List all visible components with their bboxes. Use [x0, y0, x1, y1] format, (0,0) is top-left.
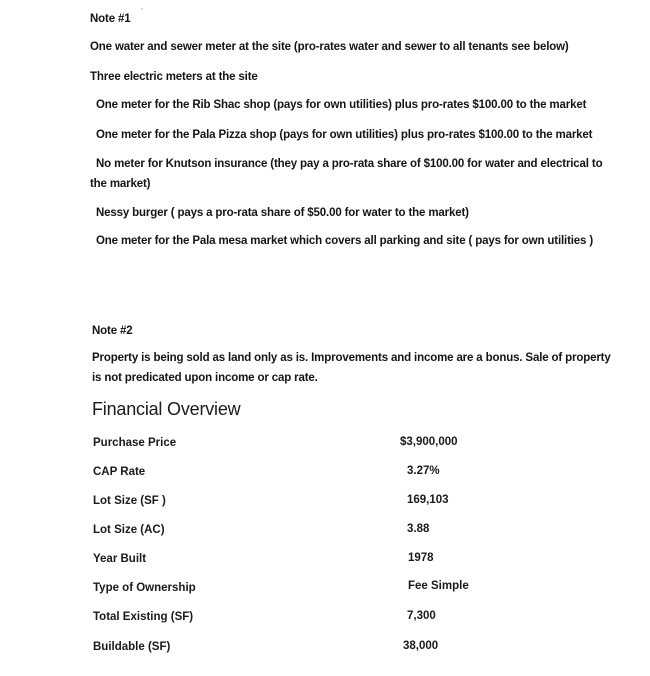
note1-line-knutson: No meter for Knutson insurance (they pay a pro-rata share of $100.00 for water and electrical to the market) [90, 158, 603, 190]
row-value: 1978 [408, 552, 434, 564]
row-label: Type of Ownership [93, 582, 196, 594]
row-label: CAP Rate [93, 466, 146, 478]
note1-line-pala-mesa: One meter for the Pala mesa market which covers all parking and site ( pays for own utilities ) [96, 235, 594, 247]
row-value: 3.88 [407, 523, 430, 535]
row-value: Fee Simple [408, 580, 469, 592]
row-value: 3.27% [407, 465, 440, 477]
row-label: Lot Size (AC) [93, 524, 165, 536]
row-value: $3,900,000 [400, 436, 458, 448]
note1-title: Note #1 [90, 13, 131, 25]
note1-line-rib-shac: One meter for the Rib Shac shop (pays for own utilities) plus pro-rates $100.00 to the market [96, 99, 587, 111]
row-value: 7,300 [407, 610, 436, 622]
note1-line-water-sewer: One water and sewer meter at the site (pro-rates water and sewer to all tenants see below) [90, 41, 569, 53]
note2-title: Note #2 [92, 325, 133, 337]
row-label: Year Built [93, 553, 147, 565]
note1-line-electric-meters: Three electric meters at the site [90, 71, 258, 83]
note2-text: Property is being sold as land only as is. Improvements and income are a bonus. Sale of property is not predicated upon income or cap rate. [92, 352, 611, 384]
row-label: Purchase Price [93, 437, 177, 449]
note1-line-pala-pizza: One meter for the Pala Pizza shop (pays for own utilities) plus pro-rates $100.00 to the market [96, 129, 593, 141]
financial-overview-heading: Financial Overview [92, 399, 241, 419]
row-value: 38,000 [403, 640, 439, 652]
row-label: Buildable (SF) [93, 641, 171, 653]
row-label: Lot Size (SF ) [93, 495, 166, 507]
note1-line-nessy-burger: Nessy burger ( pays a pro-rata share of $50.00 for water to the market) [96, 207, 469, 219]
row-value: 169,103 [407, 494, 449, 506]
row-label: Total Existing (SF) [93, 611, 194, 623]
scan-speck [141, 8, 143, 10]
